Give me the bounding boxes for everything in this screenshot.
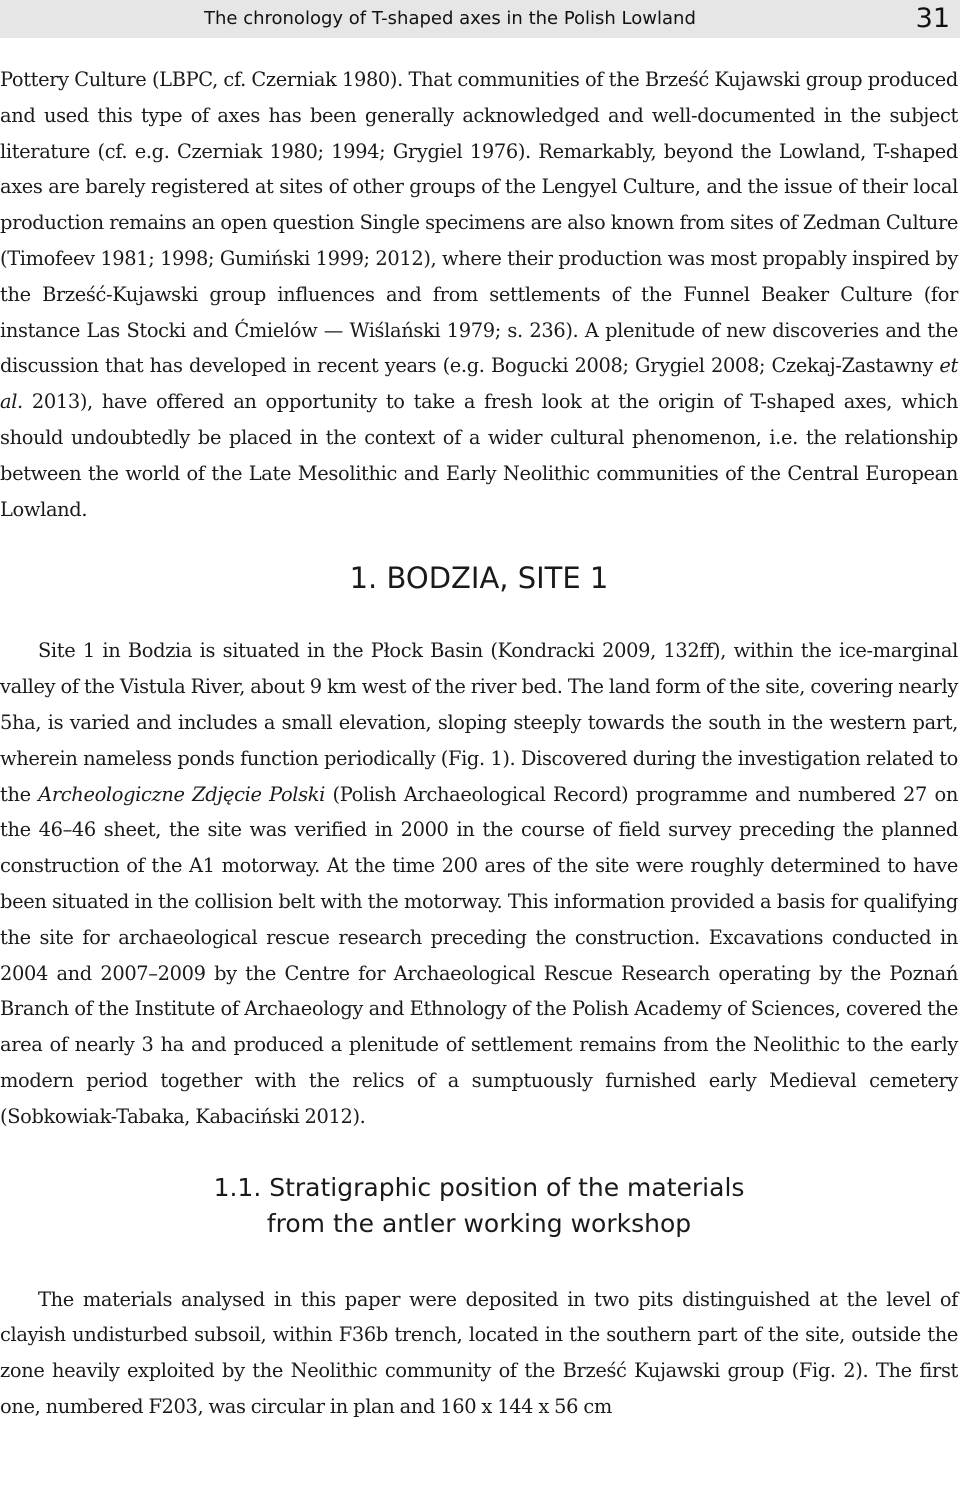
page-body [0, 62, 958, 1425]
running-header [0, 0, 960, 38]
paragraph-bodzia-site [0, 633, 958, 1134]
paragraph-intro-italic: et al. [0, 354, 958, 414]
subsection-heading-line-2: from the antler working workshop [266, 1208, 692, 1238]
paragraph-bodzia-text: Site 1 in Bodzia is situated in the Płock Basin (Kondracki 2009, 132ff), within the ice-marginal valley of the Vistula River, about 9 km west of the river bed. The land form of the site, covering nearly 5ha, is varied and includes a small elevation, sloping steeply towards the south in the western part, wherein nameless ponds function periodically (Fig. 1). Discovered during the investigation related to the [0, 639, 958, 806]
paragraph-materials: The materials analysed in this paper were deposited in two pits distinguished at the level of clayish undisturbed subsoil, within F36b trench, located in the southern part of the site, outside the zone heavily exploited by the Neolithic community of the Brześć Kujawski group (Fig. 2). The first one, numbered F203, was circular in plan and 160 x 144 x 56 cm [0, 1287, 958, 1418]
paragraph-intro-text: Pottery Culture (LBPC, cf. Czerniak 1980). That communities of the Brześć Kujawski group produced and used this type of axes has been generally acknowledged and well-documented in the subject literature (cf. e.g. Czerniak 1980; 1994; Grygiel 1976). Remarkably, beyond the Lowland, T-shaped axes are barely registered at sites of other groups of the Lengyel Culture, and the issue of their local production remains an open question Single specimens are also known from sites of Zedman Culture (Timofeev 1981; 1998; Gumiński 1999; 2012), where their production was most propably inspired by the Brześć-Kujawski group influences and from settlements of the Funnel Beaker Culture (for instance Las Stocki and Ćmielów — Wiślański 1979; s. 236). A plenitude of new discoveries and the discussion that has developed in recent years (e.g. Bogucki 2008; Grygiel 2008; Czekaj-Zastawny [0, 68, 958, 378]
paragraph-intro [0, 62, 958, 527]
paragraph-intro-text-end: 2013), have offered an opportunity to take a fresh look at the origin of T-shaped axes, which should undoubtedly be placed in the context of a wider cultural phenomenon, i.e. the relationship between the world of the Late Mesolithic and Early Neolithic communities of the Central European Lowland. [0, 390, 958, 521]
subsection-heading-line-1: 1.1. Stratigraphic position of the materials [213, 1172, 745, 1202]
paragraph-bodzia-italic: Archeologiczne Zdjęcie Polski [38, 782, 326, 806]
page-number: 31 [915, 3, 950, 34]
paragraph-bodzia-text-end: (Polish Archaeological Record) programme and numbered 27 on the 46–46 sheet, the site was verified in 2000 in the course of field survey preceding the planned construction of the A1 motorway. At the time 200 ares of the site were roughly determined to have been situated in the collision belt with the motorway. This information provided a basis for qualifying the site for archaeological rescue research preceding the construction. Excavations conducted in 2004 and 2007–2009 by the Centre for Archaeological Rescue Research operating by the Poznań Branch of the Institute of Archaeology and Ethnology of the Polish Academy of Sciences, covered the area of nearly 3 ha and produced a plenitude of settlement remains from the Neolithic to the early modern period together with the relics of a sumptuously furnished early Medieval cemetery (Sobkowiak-Tabaka, Kabaciński 2012). [0, 782, 958, 1128]
subsection-heading-stratigraphic [0, 1170, 958, 1242]
running-title: The chronology of T-shaped axes in the Polish Lowland [204, 8, 696, 29]
section-heading-bodzia: 1. BODZIA, SITE 1 [349, 561, 609, 596]
